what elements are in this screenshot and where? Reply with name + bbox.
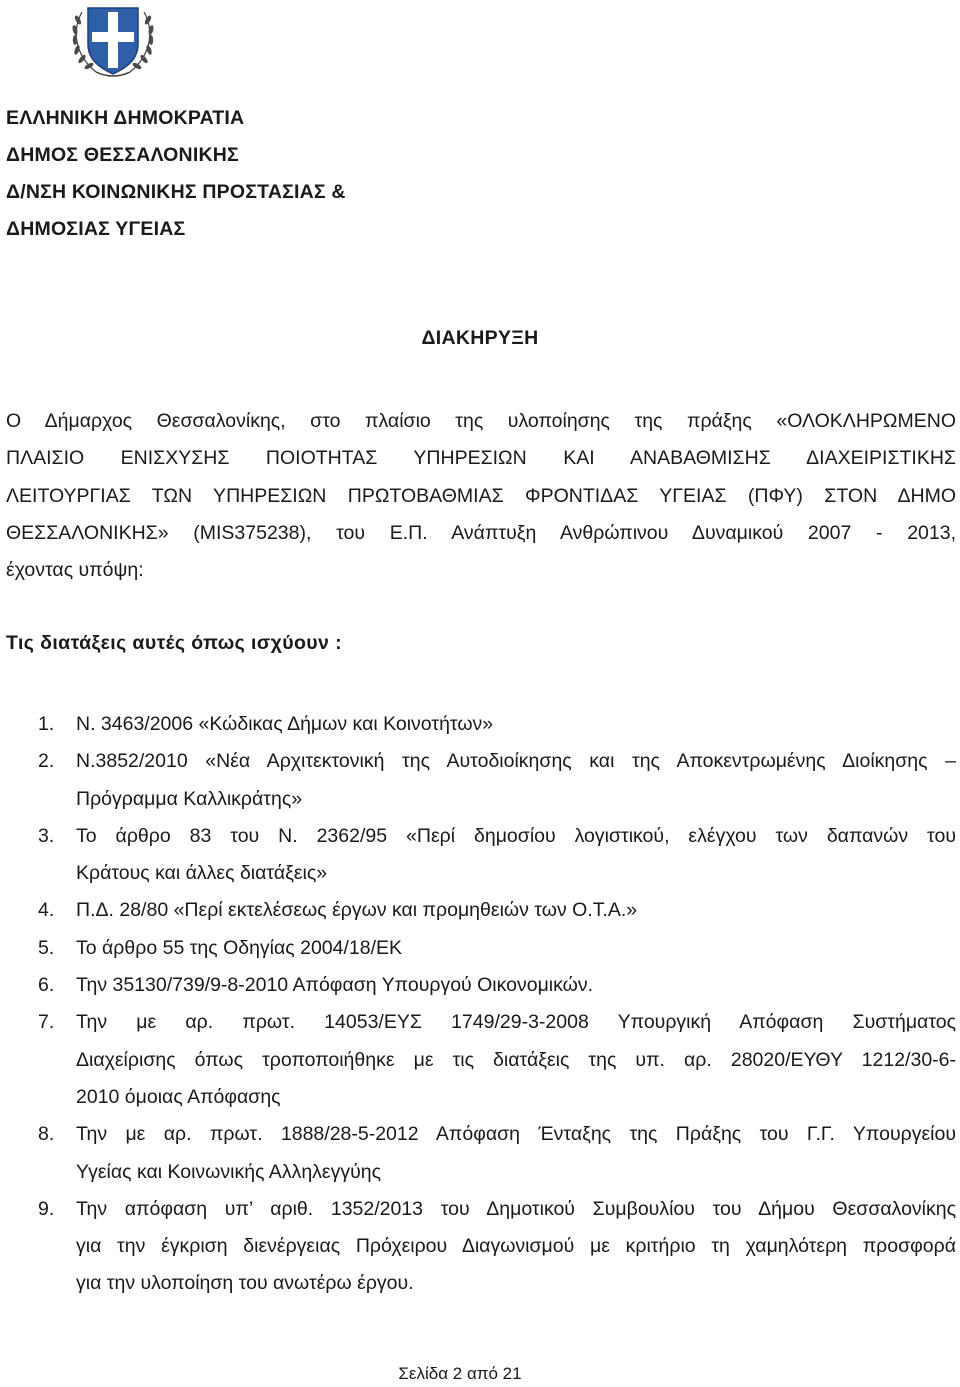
list-item-number: 8. [38,1123,55,1146]
list-item-number: 9. [38,1197,55,1220]
intro-line: Ο Δήμαρχος Θεσσαλονίκης, στο πλαίσιο της υλοποίησης της πράξης «ΟΛΟΚΛΗΡΩΜΕΝΟ [6,410,956,432]
header-line-municipality: ΔΗΜΟΣ ΘΕΣΣΑΛΟΝΙΚΗΣ [6,144,239,166]
intro-paragraph [6,403,956,589]
list-item [38,892,956,929]
list-item-text: Ν. 3463/2006 «Κώδικας Δήμων και Κοινοτήτων» [76,713,494,735]
list-item-number: 4. [38,899,55,922]
provisions-list [38,706,956,1303]
list-item [38,1004,956,1116]
list-item [38,706,956,743]
issuer-header [6,100,346,248]
document-title: ΔΙΑΚΗΡΥΞΗ [421,327,539,349]
list-item-number: 1. [38,713,55,735]
provisions-subheading: Τις διατάξεις αυτές όπως ισχύουν : [6,632,342,654]
intro-line: ΛΕΙΤΟΥΡΓΙΑΣ ΤΩΝ ΥΠΗΡΕΣΙΩΝ ΠΡΩΤΟΒΑΘΜΙΑΣ ΦΡΟΝΤΙΔΑΣ ΥΓΕΙΑΣ (ΠΦΥ) ΣΤΟΝ ΔΗΜΟ [6,484,956,507]
list-item-text: Ν.3852/2010 «Νέα Αρχιτεκτονική της Αυτοδιοίκησης και της Αποκεντρωμένης Διοίκησης – [76,750,956,773]
list-item [38,818,956,893]
list-item-text: Το άρθρο 83 του Ν. 2362/95 «Περί δημοσίου λογιστικού, ελέγχου των δαπανών του [76,824,956,847]
intro-line: ΠΛΑΙΣΙΟ ΕΝΙΣΧΥΣΗΣ ΠΟΙΟΤΗΤΑΣ ΥΠΗΡΕΣΙΩΝ ΚΑΙ ΑΝΑΒΑΘΜΙΣΗΣ ΔΙΑΧΕΙΡΙΣΤΙΚΗΣ [6,447,956,470]
list-item [38,1191,956,1303]
list-item-number: 5. [38,936,55,959]
list-item-text: Την με αρ. πρωτ. 1888/28-5-2012 Απόφαση Ένταξης της Πράξης του Γ.Γ. Υπουργείου [76,1123,956,1146]
list-item-text: Την με αρ. πρωτ. 14053/ΕΥΣ 1749/29-3-2008 Υπουργική Απόφαση Συστήματος [76,1011,956,1034]
intro-line: ΘΕΣΣΑΛΟΝΙΚΗΣ» (MIS375238), του Ε.Π. Ανάπτυξη Ανθρώπινου Δυναμικού 2007 - 2013, [6,521,956,544]
list-item-text: Κράτους και άλλες διατάξεις» [76,862,328,885]
list-item-text: για την έγκριση διενέργειας Πρόχειρου Διαγωνισμού με κριτήριο τη χαμηλότερη προσφορά [76,1235,956,1258]
list-item-text: Π.Δ. 28/80 «Περί εκτελέσεως έργων και προμηθειών των Ο.Τ.Α.» [76,899,638,922]
list-item [38,743,956,818]
list-item-text: 2010 όμοιας Απόφασης [76,1085,281,1108]
list-item-text: Υγείας και Κοινωνικής Αλληλεγγύης [76,1160,382,1183]
list-item-number: 7. [38,1011,55,1034]
list-item-number: 3. [38,824,55,847]
list-item-text: Διαχείρισης όπως τροποποιήθηκε με τις διατάξεις της υπ. αρ. 28020/ΕΥΘΥ 1212/30-6- [76,1048,956,1071]
list-item-text: για την υλοποίηση του ανωτέρω έργου. [76,1272,414,1295]
list-item-text: Την απόφαση υπ’ αριθ. 1352/2013 του Δημοτικού Συμβουλίου του Δήμου Θεσσαλονίκης [76,1197,956,1220]
list-item-number: 2. [38,750,55,773]
list-item [38,1116,956,1191]
list-item-text: Το άρθρο 55 της Οδηγίας 2004/18/ΕΚ [76,936,403,959]
list-item-text: Την 35130/739/9-8-2010 Απόφαση Υπουργού Οικονομικών. [76,974,594,997]
greek-emblem-icon [66,2,160,80]
list-item-text: Πρόγραμμα Καλλικράτης» [76,787,303,810]
header-line-country: ΕΛΛΗΝΙΚΗ ΔΗΜΟΚΡΑΤΙΑ [6,107,245,129]
list-item [38,930,956,967]
header-line-department: ΔΗΜΟΣΙΑΣ ΥΓΕΙΑΣ [6,218,186,240]
header-line-directorate: Δ/ΝΣΗ ΚΟΙΝΩΝΙΚΗΣ ΠΡΟΣΤΑΣΙΑΣ & [6,181,346,203]
intro-line: έχοντας υπόψη: [6,559,144,582]
page-number-footer: Σελίδα 2 από 21 [398,1364,522,1383]
list-item [38,967,956,1004]
list-item-number: 6. [38,974,55,997]
